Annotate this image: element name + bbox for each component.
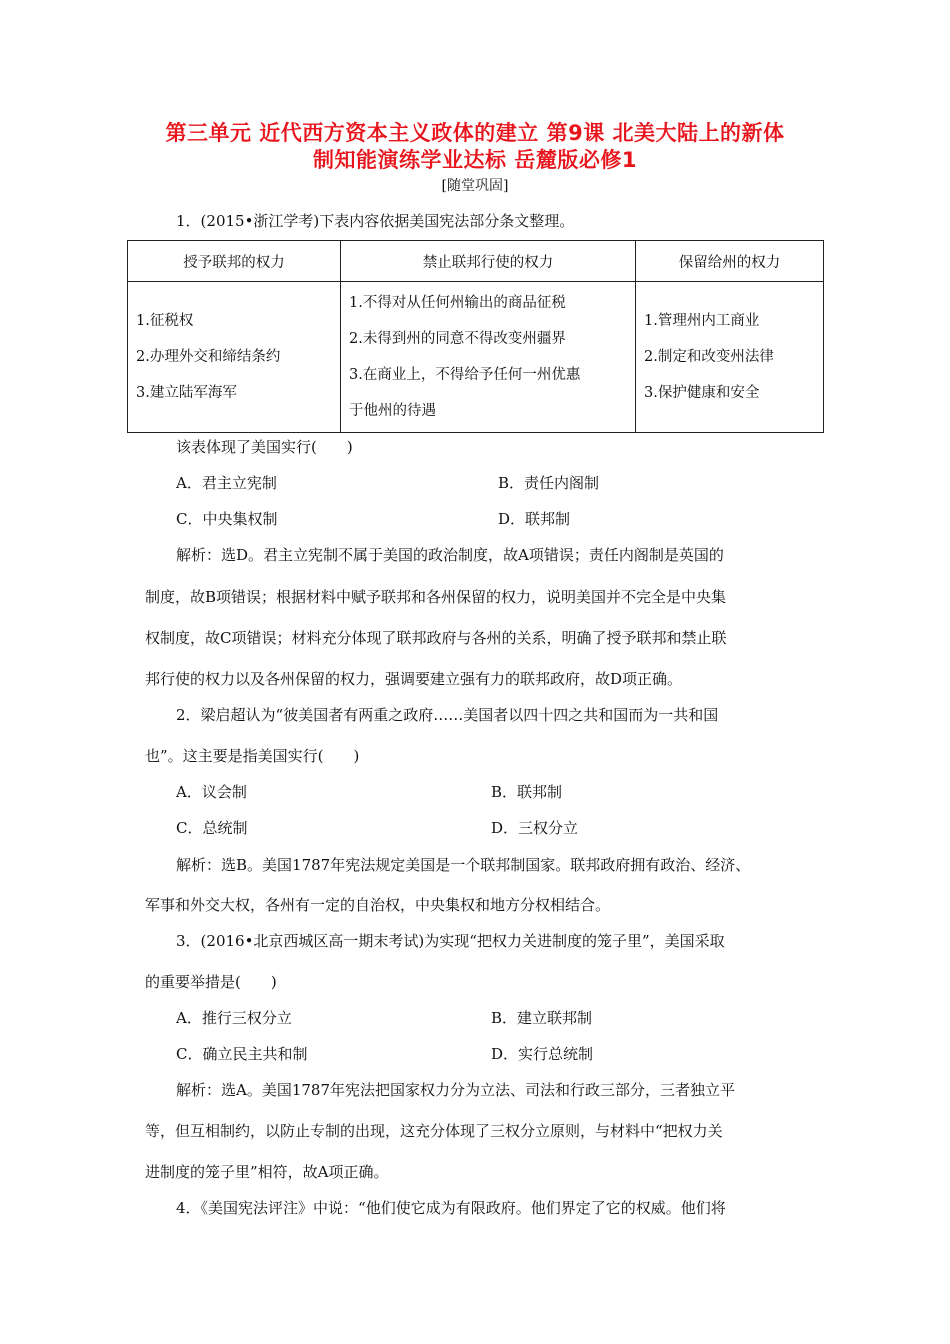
q3-analysis-line: 等，但互相制约，以防止专制的出现，这充分体现了三权分立原则，与材料中“把权力关 [145, 1122, 723, 1140]
q3-stem-line: 的重要举措是( ) [145, 973, 277, 991]
q3-option-c: C．确立民主共和制 [176, 1045, 308, 1063]
q1-analysis-line: 制度，故B项错误；根据材料中赋予联邦和各州保留的权力，说明美国并不完全是中央集 [145, 588, 727, 606]
q1-option-a: A．君主立宪制 [176, 474, 277, 492]
table-header-cell: 授予联邦的权力 [128, 241, 341, 282]
q1-option-c: C．中央集权制 [176, 510, 278, 528]
q2-option-c: C．总统制 [176, 819, 248, 837]
table-cell-line: 1.不得对从任何州输出的商品征税 [349, 295, 566, 311]
table-cell-line: 2.未得到州的同意不得改变州疆界 [349, 331, 566, 347]
q3-option-b: B．建立联邦制 [491, 1009, 593, 1027]
table-cell-line: 2.办理外交和缔结条约 [136, 349, 281, 365]
q2-option-a: A．议会制 [176, 783, 247, 801]
table-cell-line: 3.保护健康和安全 [644, 385, 760, 401]
q1-analysis-line: 邦行使的权力以及各州保留的权力，强调要建立强有力的联邦政府，故D项正确。 [145, 670, 683, 688]
q3-option-d: D．实行总统制 [491, 1045, 594, 1063]
q2-analysis-line: 军事和外交大权，各州有一定的自治权，中央集权和地方分权相结合。 [145, 896, 611, 914]
q3-analysis-line: 解析：选A。美国1787年宪法把国家权力分为立法、司法和行政三部分，三者独立平 [176, 1081, 736, 1099]
table-row [128, 282, 824, 433]
q3-analysis-line: 进制度的笼子里”相符，故A项正确。 [145, 1163, 389, 1181]
table-cell-prohibited-powers [341, 282, 636, 433]
q1-question: 该表体现了美国实行( ) [176, 438, 353, 456]
q1-table [127, 240, 824, 433]
table-header-cell: 保留给州的权力 [636, 241, 824, 282]
document-title [120, 120, 830, 174]
table-cell-line: 2.制定和改变州法律 [644, 349, 774, 365]
q1-option-b: B．责任内阁制 [498, 474, 600, 492]
q4-stem-line: 4．《美国宪法评注》中说：“他们使它成为有限政府。他们界定了它的权威。他们将 [176, 1199, 726, 1217]
q1-stem: 1．(2015•浙江学考)下表内容依据美国宪法部分条文整理。 [176, 212, 575, 230]
table-cell-state-powers [636, 282, 824, 433]
table-cell-line: 于他州的待遇 [349, 403, 436, 419]
q1-option-d: D．联邦制 [498, 510, 571, 528]
table-header-cell: 禁止联邦行使的权力 [341, 241, 636, 282]
table-cell-line: 1.征税权 [136, 313, 194, 329]
q1-analysis-line: 权制度，故C项错误；材料充分体现了联邦政府与各州的关系，明确了授予联邦和禁止联 [145, 629, 727, 647]
q3-option-a: A．推行三权分立 [176, 1009, 292, 1027]
q2-stem-line: 2．梁启超认为“彼美国者有两重之政府……美国者以四十四之共和国而为一共和国 [176, 706, 719, 724]
table-cell-line: 3.建立陆军海军 [136, 385, 237, 401]
title-line-2: 制知能演练学业达标 岳麓版必修1 [313, 148, 637, 172]
q2-analysis-line: 解析：选B。美国1787年宪法规定美国是一个联邦制国家。联邦政府拥有政治、经济、 [176, 856, 751, 874]
q2-option-d: D．三权分立 [491, 819, 579, 837]
table-header-row [128, 241, 824, 282]
q3-stem-line: 3．(2016•北京西城区高一期末考试)为实现“把权力关进制度的笼子里”，美国采取 [176, 932, 725, 950]
title-line-1: 第三单元 近代西方资本主义政体的建立 第9课 北美大陆上的新体 [165, 121, 785, 145]
q1-analysis-line: 解析：选D。君主立宪制不属于美国的政治制度，故A项错误；责任内阁制是英国的 [176, 546, 724, 564]
q2-option-b: B．联邦制 [491, 783, 563, 801]
q2-stem-line: 也”。这主要是指美国实行( ) [145, 747, 360, 765]
table-cell-line: 3.在商业上，不得给予任何一州优惠 [349, 367, 581, 383]
table-cell-line: 1.管理州内工商业 [644, 313, 760, 329]
table-cell-federal-powers [128, 282, 341, 433]
section-label: [随堂巩固] [441, 178, 509, 194]
